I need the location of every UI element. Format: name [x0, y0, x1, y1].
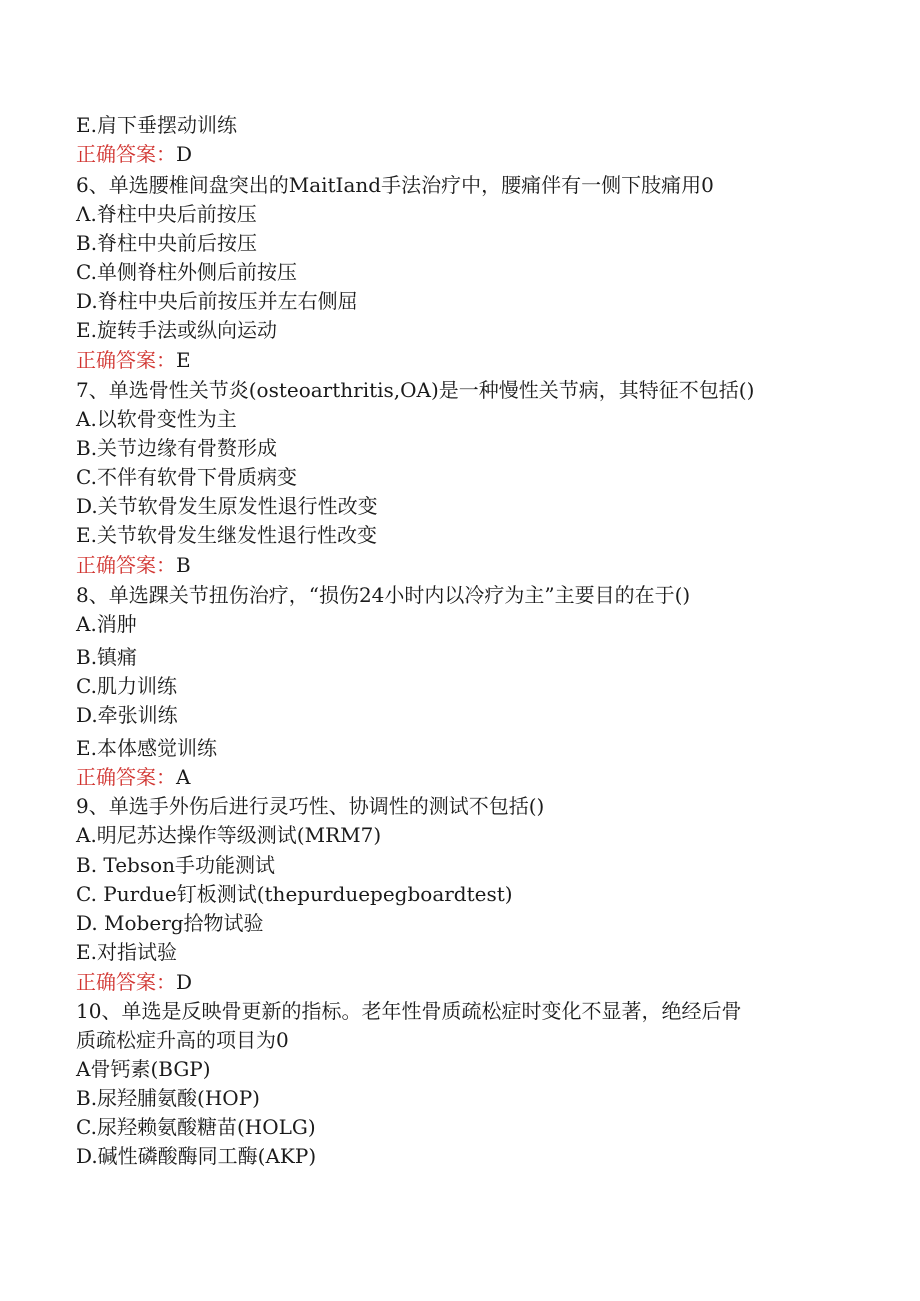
answer-label: 正确答案：: [76, 142, 176, 166]
q10-option-a: A骨钙素(BGP): [76, 1057, 211, 1081]
q9-option-a: A.明尼苏达操作等级测试(MRM7): [76, 823, 382, 847]
q6-option-a: Λ.脊柱中央后前按压: [76, 202, 257, 226]
answer-label: 正确答案：: [76, 970, 176, 994]
q7-option-e: E.关节软骨发生继发性退行性改变: [76, 523, 377, 547]
q6-option-b: B.脊柱中央前后按压: [76, 231, 258, 255]
q6-option-c: C.单侧脊柱外侧后前按压: [76, 260, 297, 284]
q9-answer: [76, 970, 192, 994]
q6-option-e: E.旋转手法或纵向运动: [76, 318, 277, 342]
q10-option-b: B.尿羟脯氨酸(HOP): [76, 1086, 260, 1110]
q10-option-c: C.尿羟赖氨酸糖苗(HOLG): [76, 1115, 316, 1139]
answer-value: B: [176, 553, 191, 577]
q9-option-d: D. Moberg拾物试验: [76, 911, 264, 935]
q7-option-c: C.不伴有软骨下骨质病变: [76, 465, 297, 489]
q9-option-c: C. Purdue钉板测试(thepurduepegboardtest): [76, 882, 513, 906]
q9-stem: 9、单选手外伤后进行灵巧性、协调性的测试不包括(): [76, 794, 545, 818]
q6-stem: 6、单选腰椎间盘突出的MaitIand手法治疗中，腰痛伴有一侧下肢痛用0: [76, 173, 714, 197]
q7-option-a: A.以软骨变性为主: [76, 407, 237, 431]
q7-answer: [76, 553, 191, 577]
q6-option-d: D.脊柱中央后前按压并左右侧屈: [76, 289, 358, 313]
q10-stem-line2: 质疏松症升高的项目为0: [76, 1028, 289, 1052]
q9-option-b: B. Tebson手功能测试: [76, 853, 276, 877]
answer-value: D: [176, 970, 193, 994]
answer-value: A: [176, 765, 191, 789]
q10-stem-line1: 10、单选是反映骨更新的指标。老年性骨质疏松症时变化不显著，绝经后骨: [76, 999, 742, 1023]
answer-value: E: [176, 348, 191, 372]
answer-label: 正确答案：: [76, 348, 176, 372]
q5-answer: [76, 142, 192, 166]
q7-option-d: D.关节软骨发生原发性退行性改变: [76, 494, 378, 518]
answer-value: D: [176, 142, 193, 166]
q7-option-b: B.关节边缘有骨赘形成: [76, 436, 278, 460]
answer-label: 正确答案：: [76, 765, 176, 789]
q8-option-b: B.镇痛: [76, 645, 138, 669]
q8-option-d: D.牵张训练: [76, 703, 178, 727]
q8-stem: 8、单选踝关节扭伤治疗，“损伤24小时内以冷疗为主”主要目的在于(): [76, 583, 691, 607]
q8-answer: [76, 765, 190, 789]
q10-option-d: D.碱性磷酸酶同工酶(AKP): [76, 1144, 317, 1168]
q7-stem: 7、单选骨性关节炎(osteoarthritis,OA)是一种慢性关节病，其特征不包括(): [76, 378, 755, 402]
answer-label: 正确答案：: [76, 553, 176, 577]
q9-option-e: E.对指试验: [76, 940, 177, 964]
q8-option-c: C.肌力训练: [76, 674, 177, 698]
q8-option-e: E.本体感觉训练: [76, 736, 217, 760]
q8-option-a: A.消肿: [76, 612, 137, 636]
q6-answer: [76, 348, 191, 372]
q5-option-e: E.肩下垂摆动训练: [76, 113, 237, 137]
